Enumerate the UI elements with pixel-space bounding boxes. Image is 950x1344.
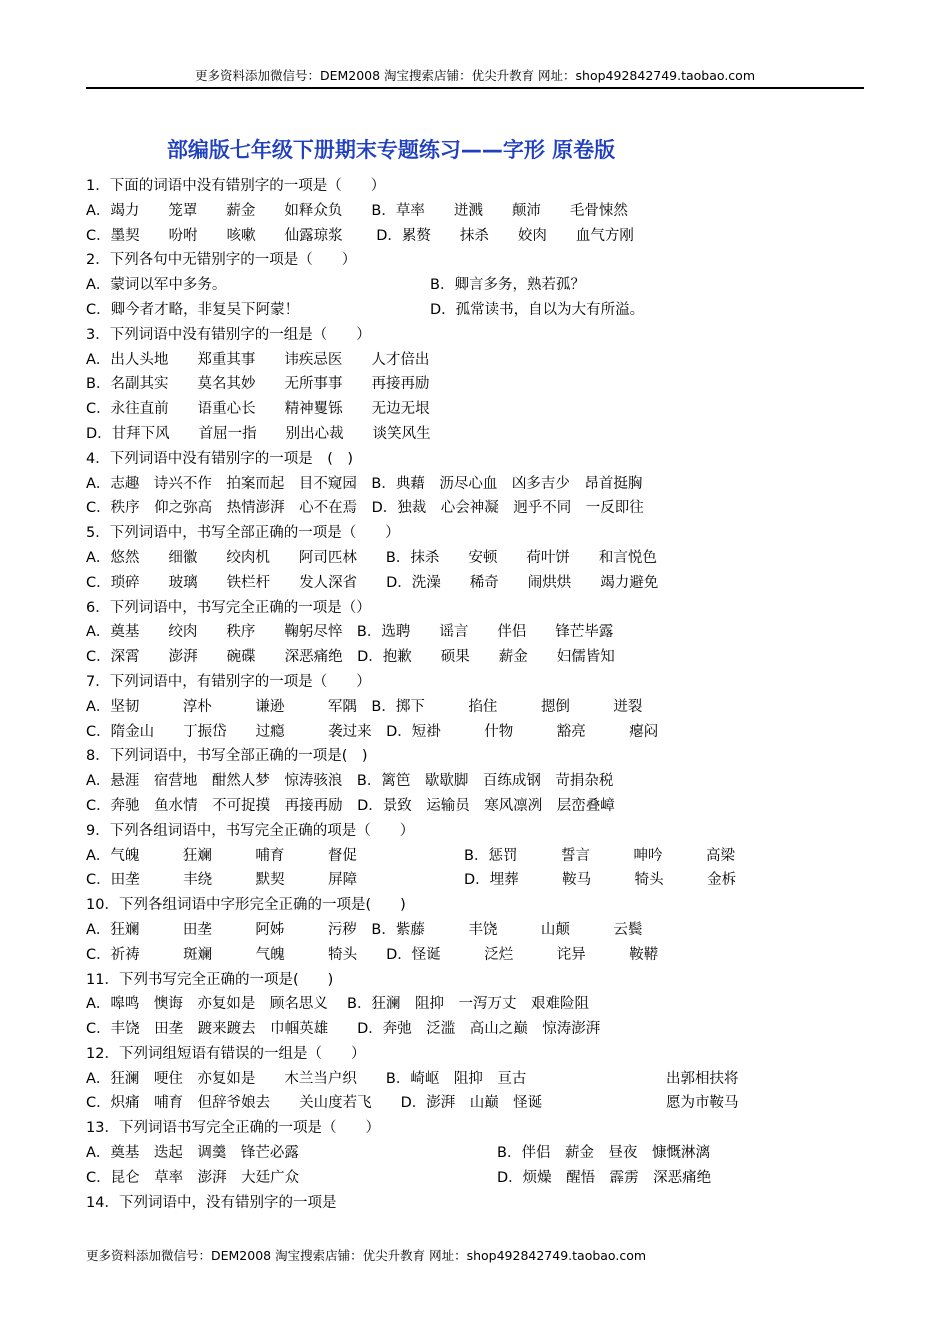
line-20-text: C．深霄 澎湃 碗碟 深恶痛绝 D．抱歉 硕果 薪金 妇儒皆知: [86, 649, 615, 666]
line-3: [86, 224, 866, 249]
line-17-text: C．琐碎 玻璃 铁栏杆 发人深省 D．洗澡 稀奇 闹烘烘 竭力避免: [86, 574, 659, 591]
line-19: [86, 620, 866, 645]
line-21: [86, 670, 866, 695]
line-32-text: C．祈祷 斑斓 气魄 犄头 D．怪诞 泛烂 诧异 鞍鞯: [86, 946, 659, 963]
line-21-text: 7．下列词语中，有错别字的一项是（ ）: [86, 673, 371, 690]
option-a: A．气魄 狂斓 哺育 督促: [86, 847, 357, 864]
line-26-text: C．奔驰 鱼水情 不可捉摸 再接再励 D．景致 运输员 寒风凛冽 层峦叠嶂: [86, 797, 615, 814]
page-footer: 更多资料添加微信号：DEM2008 淘宝搜索店铺：优尖升教育 网址：shop492842749.taobao.com: [86, 1248, 647, 1263]
line-20: [86, 645, 866, 670]
line-24: [86, 744, 866, 769]
option-d: D．埋葬 鞍马 犄头 金柝: [464, 872, 737, 889]
question-list: [86, 174, 866, 1215]
line-11: [86, 422, 866, 447]
line-10-text: C．永往直前 语重心长 精神矍铄 无边无垠: [86, 401, 430, 418]
line-35-text: C．丰饶 田垄 踱来踱去 巾帼英雄 D．奔弛 泛滥 高山之巅 惊涛澎湃: [86, 1021, 601, 1038]
line-7-text: 3．下列词语中没有错别字的一组是（ ）: [86, 326, 371, 343]
line-19-text: A．奠基 绞肉 秩序 鞠躬尽悴 B．选聘 谣言 伴侣 锋芒毕露: [86, 624, 614, 641]
line-31-text: A．狂斓 田垄 阿姊 污秽 B．紫藤 丰饶 山颠 云鬓: [86, 921, 643, 938]
line-1-text: 1．下面的词语中没有错别字的一项是（ ）: [86, 178, 386, 194]
line-4-text: 2．下列各句中无错别字的一项是（ ）: [86, 252, 357, 269]
line-9: [86, 372, 866, 397]
line-16: [86, 546, 866, 571]
line-29: [86, 868, 866, 893]
line-34-text: A．嗥鸣 懊诲 亦复如是 顾名思义 B．狂澜 阻抑 一泻万丈 艰难险阻: [86, 996, 589, 1013]
option-d: D．孤常读书，自以为大有所溢。: [430, 301, 645, 318]
option-c: C．卿今者才略，非复吴下阿蒙！: [86, 301, 300, 318]
line-13: [86, 472, 866, 497]
option-a: A．奠基 迭起 调羹 锋芒必露: [86, 1145, 299, 1162]
line-14-text: C．秩序 仰之弥高 热情澎湃 心不在焉 D．独裁 心会神凝 迥乎不同 一反即往: [86, 500, 644, 517]
line-38: [86, 1091, 866, 1116]
line-14: [86, 496, 866, 521]
option-a: A．蒙词以军中多务。: [86, 277, 227, 294]
line-1: [86, 174, 866, 199]
line-8: [86, 348, 866, 373]
line-13-text: A．志趣 诗兴不作 拍案而起 目不窥园 B．典藉 沥尽心血 凶多吉少 昂首挺胸: [86, 475, 643, 492]
line-22: [86, 695, 866, 720]
line-40: [86, 1141, 866, 1166]
line-37-text: A．狂澜 哽住 亦复如是 木兰当户织 B．崎岖 阻抑 亘古: [86, 1070, 527, 1087]
line-9-text: B．名副其实 莫名其妙 无所事事 再接再励: [86, 376, 430, 393]
line-33: [86, 968, 866, 993]
line-15: [86, 521, 866, 546]
line-6: [86, 298, 866, 323]
line-38-tail: 愿为市鞍马: [666, 1095, 739, 1112]
line-8-text: A．出人头地 郑重其事 讳疾忌医 人才倍出: [86, 351, 430, 368]
line-3-text: C．墨契 吩咐 咳嗽 仙露琼浆 D．累赘 抹杀 姣肉 血气方刚: [86, 227, 634, 244]
line-26: [86, 794, 866, 819]
header-divider: [86, 87, 864, 89]
page-title: 部编版七年级下册期末专题练习——字形 原卷版: [166, 138, 616, 162]
line-32: [86, 943, 866, 968]
line-10: [86, 397, 866, 422]
line-36: [86, 1042, 866, 1067]
line-37: [86, 1067, 866, 1092]
line-23-text: C．隋金山 丁振岱 过瘾 袭过来 D．短褂 什物 豁亮 瘪闷: [86, 723, 659, 740]
line-22-text: A．坚韧 淳朴 谦逊 军隅 B．掷下 掐住 摁倒 迸裂: [86, 698, 643, 715]
page-header: 更多资料添加微信号：DEM2008 淘宝搜索店铺：优尖升教育 网址：shop492842749.taobao.com: [194, 68, 756, 83]
line-28: [86, 844, 866, 869]
line-5: [86, 273, 866, 298]
line-35: [86, 1017, 866, 1042]
line-31: [86, 918, 866, 943]
line-36-text: 12．下列词组短语有错误的一组是（ ）: [86, 1045, 366, 1062]
line-2-text: A．竭力 笼罩 薪金 如释众负 B．草率 迸溅 颠沛 毛骨悚然: [86, 202, 628, 219]
line-12: [86, 447, 866, 472]
line-27-text: 9．下列各组词语中，书写完全正确的项是（ ）: [86, 822, 415, 839]
line-7: [86, 323, 866, 348]
line-37-tail: 出郭相扶将: [666, 1070, 739, 1087]
line-25-text: A．悬涯 宿营地 酣然人梦 惊涛骇浪 B．篱笆 歇歇脚 百练成钢 苛捐杂税: [86, 773, 614, 790]
line-30: [86, 893, 866, 918]
option-c: C．田垄 丰绕 默契 屏障: [86, 872, 358, 889]
line-33-text: 11．下列书写完全正确的一项是( ): [86, 971, 334, 988]
line-38-text: C．炽痛 哺育 但辞爷娘去 关山度若飞 D．澎湃 山巅 怪诞: [86, 1095, 543, 1112]
line-15-text: 5．下列词语中，书写全部正确的一项是（ ）: [86, 525, 400, 542]
line-34: [86, 992, 866, 1017]
option-d: D．烦燥 醒悟 霹雳 深恶痛绝: [497, 1169, 712, 1186]
line-18: [86, 596, 866, 621]
line-42: [86, 1191, 866, 1216]
line-17: [86, 571, 866, 596]
line-24-text: 8．下列词语中，书写全部正确的一项是( ): [86, 748, 368, 765]
line-27: [86, 819, 866, 844]
line-39-text: 13．下列词语书写完全正确的一项是（ ）: [86, 1120, 380, 1137]
line-39: [86, 1116, 866, 1141]
line-30-text: 10．下列各组词语中字形完全正确的一项是( ): [86, 897, 406, 914]
line-41: [86, 1166, 866, 1191]
line-18-text: 6．下列词语中，书写完全正确的一项是（）: [86, 599, 371, 616]
line-12-text: 4．下列词语中没有错别字的一项是 ( ): [86, 450, 354, 467]
line-23: [86, 720, 866, 745]
line-2: [86, 199, 866, 224]
option-c: C．昆仑 草率 澎湃 大廷广众: [86, 1169, 300, 1186]
line-11-text: D．甘拜下风 首屈一指 别出心裁 谈笑风生: [86, 425, 431, 442]
line-16-text: A．悠然 细徽 绞肉机 阿司匹林 B．抹杀 安顿 荷叶饼 和言悦色: [86, 549, 657, 566]
option-b: B．卿言多务，熟若孤？: [430, 277, 585, 294]
line-4: [86, 248, 866, 273]
option-b: B．惩罚 誓言 呻吟 高梁: [464, 847, 735, 864]
line-42-text: 14．下列词语中，没有错别字的一项是: [86, 1194, 337, 1211]
option-b: B．伴侣 薪金 昼夜 慷慨淋漓: [497, 1145, 710, 1162]
line-25: [86, 769, 866, 794]
